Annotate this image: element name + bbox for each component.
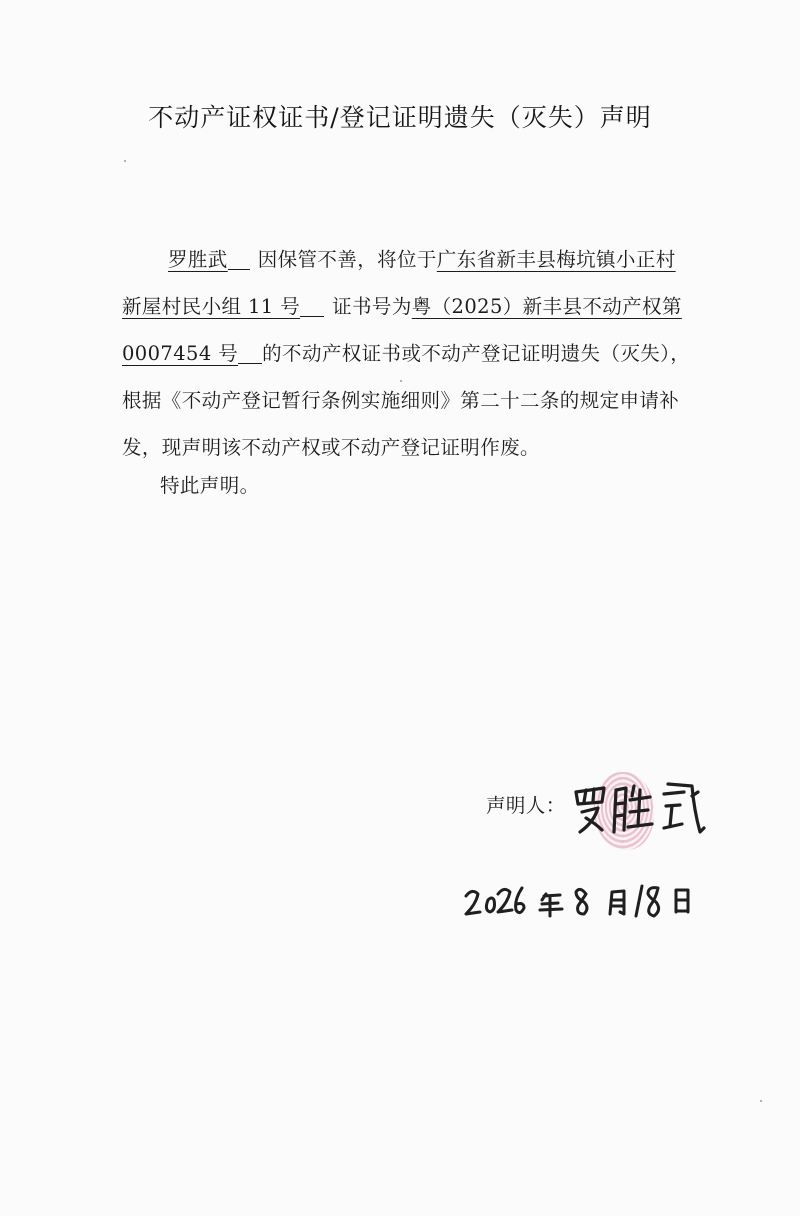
scan-speck [760, 1100, 762, 1102]
address-line-2: 新屋村民小组 11 号 [122, 295, 301, 318]
handwritten-signature [568, 770, 708, 850]
document-title: 不动产证权证书/登记证明遗失（灭失）声明 [148, 103, 652, 132]
paragraph-line-3 [122, 330, 698, 377]
scan-speck [400, 380, 402, 382]
cert-number-2: 0007454 号 [122, 342, 239, 365]
statement-text: 因保管不善，将位于 [257, 248, 437, 271]
statement-paragraph [122, 236, 698, 471]
paragraph-line-5: 发，现声明该不动产权或不动产登记证明作废。 [122, 436, 540, 459]
statement-text: 的不动产权证书或不动产登记证明遗失（灭失）， [262, 342, 691, 365]
declarant-label: 声明人： [486, 794, 566, 817]
paragraph-line-4: 根据《不动产登记暂行条例实施细则》第二十二条的规定申请补 [122, 389, 680, 412]
paragraph-line-1 [122, 236, 698, 283]
cert-number-1: 粤（2025）新丰县不动产权第 [411, 295, 682, 318]
closing-statement: 特此声明。 [160, 474, 260, 497]
address-line-1: 广东省新丰县梅坑镇小正村 [436, 248, 676, 271]
handwritten-date [462, 880, 702, 940]
cert-label: 证书号为 [332, 295, 412, 318]
scan-speck [124, 160, 126, 162]
paragraph-line-2 [122, 283, 698, 330]
owner-name: 罗胜武 [168, 248, 228, 271]
